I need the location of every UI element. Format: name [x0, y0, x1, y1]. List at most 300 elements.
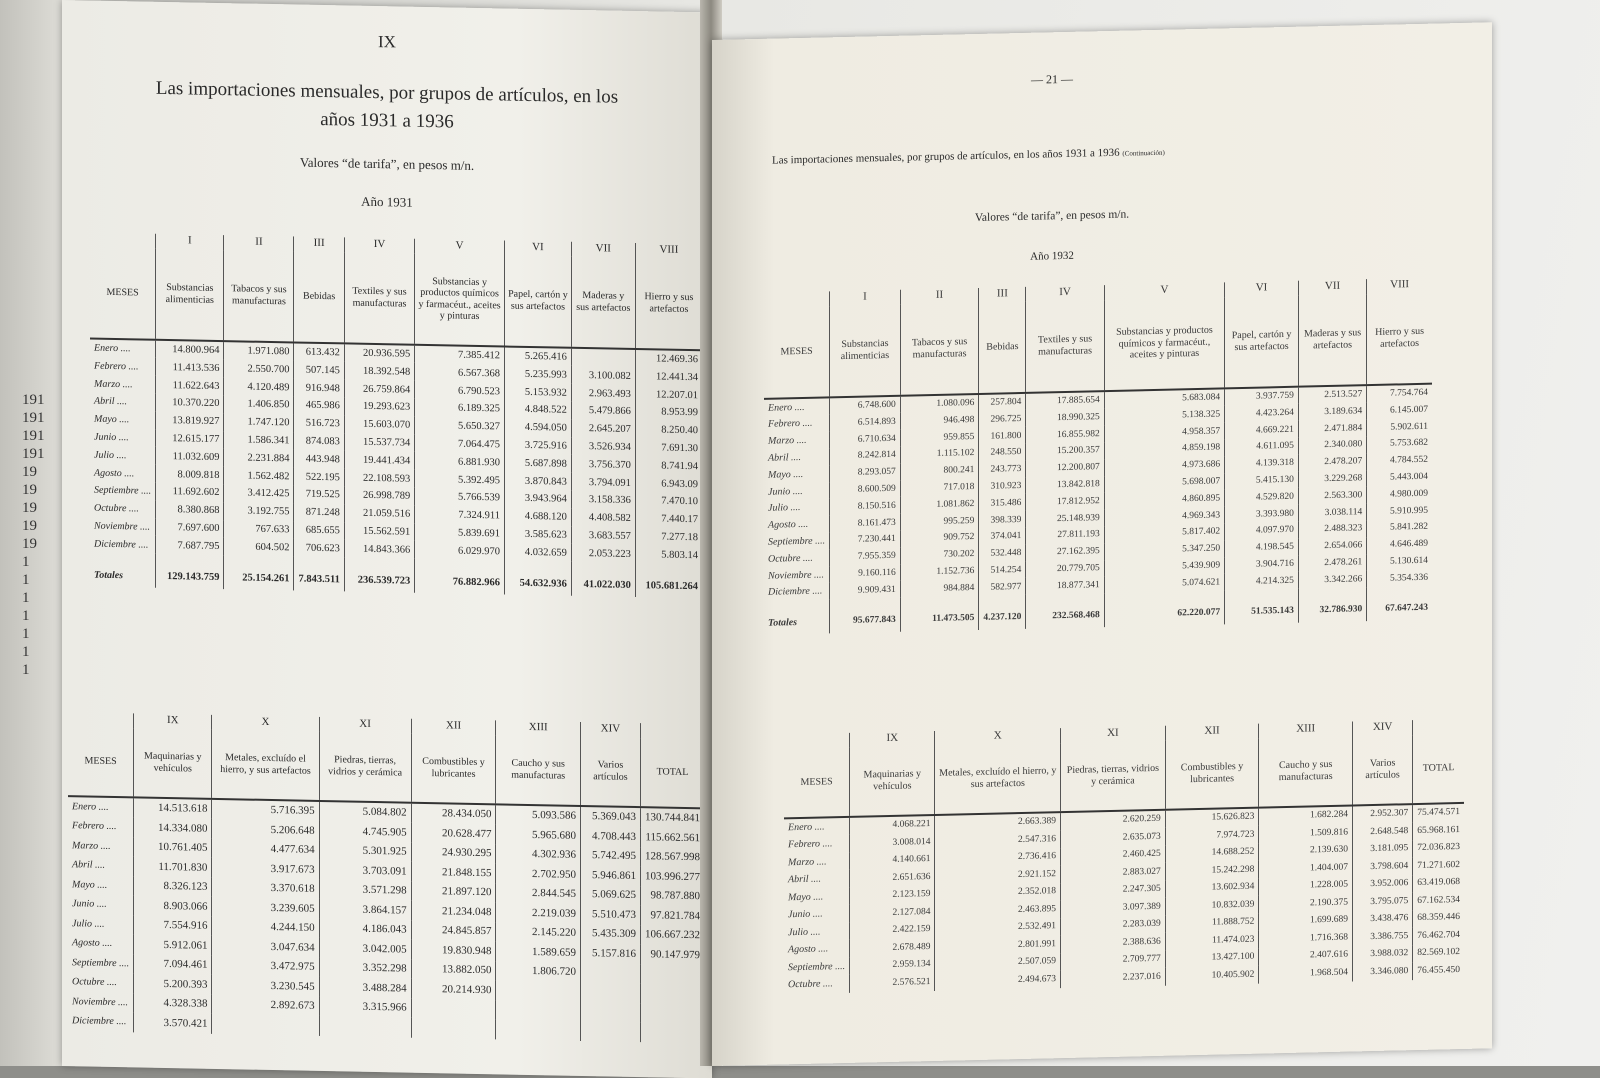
imports-table-1932-part2 [784, 719, 1464, 994]
value-cell: 2.513.527 [1298, 385, 1366, 404]
value-cell: 4.611.095 [1225, 438, 1299, 456]
value-cell: 4.646.489 [1367, 535, 1432, 553]
value-cell: 2.407.616 [1259, 946, 1353, 966]
value-cell: 2.576.521 [850, 973, 935, 992]
column-number: II [224, 235, 294, 251]
value-cell: 65.968.161 [1413, 821, 1464, 840]
column-number: XI [319, 717, 411, 733]
value-cell: 3.864.157 [319, 899, 411, 920]
value-cell: 871.248 [294, 503, 344, 522]
value-cell: 3.042.005 [319, 938, 411, 959]
value-cell: 4.969.343 [1104, 507, 1224, 527]
value-cell: 2.892.673 [212, 995, 319, 1017]
value-cell: 2.053.223 [571, 544, 635, 563]
value-cell: 5.803.14 [635, 545, 702, 564]
column-number: III [294, 236, 344, 252]
value-cell: 3.097.389 [1061, 898, 1166, 918]
previous-page-edge [0, 0, 62, 1066]
value-cell: 1.509.816 [1259, 824, 1353, 844]
value-cell: 3.870.843 [505, 472, 572, 491]
value-cell: 130.744.841 [640, 807, 704, 829]
value-cell: 3.703.091 [319, 860, 411, 881]
month-cell: Mayo .... [72, 879, 108, 891]
edge-number: 1 [22, 572, 30, 588]
column-header: Piedras, tierras, vidrios y cerámica [319, 732, 411, 803]
value-cell: 2.801.991 [935, 935, 1061, 955]
column-number: X [212, 715, 319, 732]
value-cell: 11.692.602 [156, 483, 224, 502]
column-number: VIII [1367, 278, 1432, 294]
value-cell: 800.241 [900, 462, 979, 481]
value-cell: 4.669.221 [1225, 421, 1299, 439]
value-cell: 5.130.614 [1367, 552, 1432, 570]
value-cell: 67.162.534 [1413, 891, 1464, 910]
total-cell: 105.681.264 [635, 563, 702, 598]
value-cell: 4.708.443 [580, 826, 640, 847]
meses-header-spacer [784, 733, 850, 749]
column-header-row [90, 247, 702, 350]
value-cell: 14.334.080 [134, 818, 212, 839]
imports-table-1932-part1 [764, 278, 1432, 635]
value-cell: 2.678.489 [850, 938, 935, 957]
value-cell: 7.440.17 [635, 510, 702, 529]
column-header: Textiles y sus manufacturas [1026, 300, 1104, 393]
value-cell: 3.952.006 [1353, 875, 1413, 894]
value-cell: 4.859.198 [1104, 439, 1224, 459]
meses-header: MESES [764, 306, 830, 398]
value-cell: 7.064.475 [415, 434, 505, 454]
value-cell: 3.683.557 [571, 526, 635, 545]
value-cell: 8.380.868 [156, 501, 224, 520]
month-cell: Febrero .... [768, 418, 813, 431]
month-cell: Enero .... [94, 342, 131, 355]
column-header: Maderas y sus artefactos [1298, 294, 1366, 387]
value-cell: 4.848.522 [505, 401, 572, 420]
value-cell: 1.228.005 [1259, 876, 1353, 896]
value-cell: 5.716.395 [212, 799, 319, 822]
value-cell: 4.214.325 [1225, 572, 1299, 590]
value-cell: 2.563.300 [1298, 487, 1366, 505]
value-cell: 2.494.673 [935, 970, 1061, 990]
value-cell: 17.812.952 [1026, 493, 1104, 512]
value-cell: 4.408.582 [571, 509, 635, 528]
value-cell: 3.937.759 [1225, 386, 1299, 405]
value-cell: 5.415.130 [1225, 471, 1299, 489]
month-cell: Febrero .... [788, 838, 833, 851]
value-cell [640, 1003, 704, 1024]
value-cell: 12.615.177 [156, 429, 224, 448]
value-cell: 5.479.866 [571, 402, 635, 421]
value-cell: 4.097.970 [1225, 522, 1299, 540]
value-cell: 2.883.027 [1061, 863, 1166, 883]
month-cell: Febrero .... [72, 820, 117, 833]
month-cell: Julio .... [788, 926, 821, 939]
value-cell: 3.230.545 [212, 975, 319, 997]
month-cell: Junio .... [72, 898, 107, 911]
value-cell: 6.748.600 [830, 395, 901, 414]
value-cell: 5.235.993 [505, 365, 572, 384]
total-cell: 129.143.759 [156, 554, 224, 589]
value-cell: 8.161.473 [830, 514, 901, 532]
value-cell: 1.152.736 [900, 563, 979, 582]
value-cell: 310.923 [979, 478, 1026, 496]
value-cell: 72.036.823 [1413, 839, 1464, 858]
value-cell: 2.471.884 [1298, 419, 1366, 437]
month-cell: Diciembre .... [72, 1015, 127, 1028]
value-cell: 68.359.446 [1413, 909, 1464, 928]
value-cell: 2.127.084 [850, 903, 935, 922]
value-cell: 3.346.080 [1353, 962, 1413, 981]
column-header: Substancias alimenticias [156, 248, 224, 340]
value-cell: 11.474.023 [1165, 931, 1259, 951]
meses-header-spacer [764, 291, 830, 307]
value-cell: 3.370.618 [212, 878, 319, 900]
value-cell: 4.198.545 [1225, 539, 1299, 557]
value-cell: 75.474.571 [1413, 803, 1464, 823]
value-cell: 14.513.618 [134, 797, 212, 819]
column-number [640, 723, 704, 739]
value-cell: 4.244.150 [212, 917, 319, 939]
value-cell: 7.385.412 [415, 344, 505, 365]
value-cell: 3.570.421 [134, 1013, 212, 1034]
value-cell: 14.800.964 [156, 339, 224, 359]
value-cell: 5.153.932 [505, 383, 572, 402]
value-cell: 20.214.930 [411, 979, 496, 1000]
value-cell: 3.798.604 [1353, 857, 1413, 876]
right-page [712, 22, 1492, 1066]
value-cell: 514.254 [979, 561, 1026, 579]
column-header: Papel, cartón y sus artefactos [1225, 295, 1299, 388]
value-cell: 4.477.634 [212, 839, 319, 861]
value-cell: 6.145.007 [1367, 401, 1432, 419]
value-cell [640, 1022, 704, 1043]
value-cell: 5.766.539 [415, 488, 505, 508]
value-cell: 18.990.325 [1026, 409, 1104, 428]
month-cell: Marzo .... [768, 434, 807, 447]
value-cell: 9.160.116 [830, 564, 901, 582]
column-number: XIII [496, 720, 581, 736]
value-cell: 6.029.970 [415, 541, 505, 561]
value-cell [580, 963, 640, 984]
value-cell: 5.301.925 [319, 841, 411, 862]
value-cell [580, 1002, 640, 1023]
value-cell: 2.463.895 [935, 900, 1061, 920]
value-cell: 5.392.495 [415, 470, 505, 490]
edge-number: 19 [22, 464, 37, 480]
column-header: Bebidas [979, 302, 1026, 394]
column-header: Metales, excluído el hierro, y sus artefactos [935, 743, 1061, 815]
value-cell: 5.687.898 [505, 454, 572, 473]
total-cell: 54.632.936 [505, 561, 572, 596]
value-cell: 1.115.102 [900, 445, 979, 464]
column-number: XII [1165, 724, 1259, 741]
column-number: XIV [1353, 720, 1413, 736]
column-header: Maquinarias y vehículos [850, 746, 935, 817]
value-cell [580, 982, 640, 1003]
value-cell: 1.080.096 [900, 394, 979, 414]
value-cell: 2.247.305 [1061, 880, 1166, 900]
value-cell: 1.589.659 [496, 941, 581, 962]
value-cell: 2.663.389 [935, 812, 1061, 833]
value-cell: 13.882.050 [411, 959, 496, 980]
month-cell: Junio .... [94, 431, 129, 444]
value-cell: 7.470.10 [635, 492, 702, 511]
month-cell: Noviembre .... [768, 568, 825, 582]
total-cell: 51.535.143 [1225, 589, 1299, 625]
value-cell: 5.435.309 [580, 924, 640, 945]
value-cell: 7.324.911 [415, 506, 505, 526]
month-cell: Noviembre .... [72, 996, 129, 1009]
column-header: Metales, excluído el hierro, y sus artefactos [212, 730, 319, 801]
value-cell: 717.018 [900, 479, 979, 498]
value-cell [212, 1014, 319, 1036]
value-cell: 13.842.818 [1026, 476, 1104, 495]
value-cell: 1.806.720 [496, 961, 581, 982]
month-cell: Enero .... [72, 801, 109, 813]
value-cell: 15.562.591 [344, 522, 414, 541]
value-cell: 3.192.755 [224, 502, 294, 521]
value-cell: 5.347.250 [1104, 540, 1224, 560]
column-header: Caucho y sus manufacturas [1259, 736, 1353, 807]
month-cell: Junio .... [768, 485, 803, 498]
total-cell: 67.647.243 [1367, 586, 1432, 621]
edge-number: 191 [22, 410, 45, 426]
column-header: TOTAL [1413, 734, 1464, 804]
month-cell: Julio .... [72, 918, 105, 930]
value-cell: 4.784.552 [1367, 451, 1432, 469]
page-number: — 21 — [1031, 71, 1073, 87]
value-cell: 4.186.043 [319, 919, 411, 940]
value-cell: 374.041 [979, 528, 1026, 546]
column-header: Combustibles y lubricantes [1165, 738, 1259, 809]
value-cell: 516.723 [294, 414, 344, 433]
value-cell: 90.147.979 [640, 944, 704, 965]
value-cell: 5.965.680 [496, 824, 581, 845]
column-header: Textiles y sus manufacturas [344, 252, 414, 344]
column-number: V [1104, 282, 1224, 299]
value-cell: 24.845.857 [411, 920, 496, 941]
value-cell: 2.219.039 [496, 902, 581, 923]
month-cell: Agosto .... [72, 937, 113, 950]
month-cell: Abril .... [768, 451, 802, 464]
value-cell: 5.742.495 [580, 846, 640, 867]
value-cell: 76.462.704 [1413, 926, 1464, 945]
value-cell: 2.123.159 [850, 886, 935, 905]
value-cell: 398.339 [979, 511, 1026, 529]
month-cell: Enero .... [788, 821, 825, 834]
value-cell: 8.293.057 [830, 464, 901, 482]
value-cell: 17.885.654 [1026, 391, 1104, 411]
page-label: IX [378, 32, 396, 52]
column-header-row [764, 292, 1432, 398]
value-cell: 3.526.934 [571, 437, 635, 456]
value-cell: 1.968.504 [1259, 964, 1353, 984]
value-cell: 14.688.252 [1165, 843, 1259, 863]
year-heading: Año 1931 [361, 193, 413, 210]
value-cell: 2.488.323 [1298, 520, 1366, 538]
value-cell: 4.032.659 [505, 543, 572, 562]
total-cell: 76.882.966 [415, 559, 505, 595]
edge-number: 19 [22, 500, 37, 516]
value-cell: 5.200.393 [134, 974, 212, 995]
value-cell: 5.841.282 [1367, 519, 1432, 537]
value-cell: 4.688.120 [505, 507, 572, 526]
value-cell: 7.230.441 [830, 531, 901, 549]
value-cell: 11.032.609 [156, 447, 224, 466]
value-cell: 2.190.375 [1259, 894, 1353, 914]
value-cell: 8.009.818 [156, 465, 224, 484]
value-cell: 1.562.482 [224, 466, 294, 485]
value-cell: 5.157.816 [580, 943, 640, 964]
column-header: Maquinarias y vehículos [134, 728, 212, 799]
value-cell: 12.441.34 [635, 367, 702, 386]
column-number: III [979, 287, 1026, 303]
column-number [1413, 719, 1464, 735]
column-number: VI [1225, 281, 1299, 297]
value-cell [640, 964, 704, 985]
column-number: VII [571, 242, 635, 258]
column-number: I [830, 290, 901, 306]
value-cell: 6.710.634 [830, 430, 901, 448]
value-cell: 3.756.370 [571, 455, 635, 474]
value-cell: 14.843.366 [344, 540, 414, 559]
value-cell: 16.855.982 [1026, 425, 1104, 444]
value-cell: 11.701.830 [134, 857, 212, 878]
value-cell: 6.790.523 [415, 381, 505, 401]
value-cell: 82.569.102 [1413, 944, 1464, 963]
column-header: Papel, cartón y sus artefactos [505, 255, 572, 347]
value-cell: 2.283.039 [1061, 915, 1166, 935]
value-cell: 11.413.536 [156, 358, 224, 377]
value-cell: 18.877.341 [1026, 577, 1104, 596]
month-cell: Agosto .... [788, 943, 829, 956]
column-number: VII [1298, 279, 1366, 295]
value-cell: 1.699.689 [1259, 911, 1353, 931]
value-cell: 3.412.425 [224, 484, 294, 503]
value-cell: 5.093.586 [496, 804, 581, 826]
value-cell: 21.234.048 [411, 901, 496, 922]
value-cell: 2.507.059 [935, 953, 1061, 973]
value-cell: 15.200.357 [1026, 442, 1104, 461]
value-cell: 15.537.734 [344, 433, 414, 452]
value-cell: 4.980.009 [1367, 485, 1432, 503]
value-cell: 128.567.998 [640, 847, 704, 868]
value-cell: 2.547.316 [935, 830, 1061, 850]
value-cell: 984.884 [900, 579, 979, 598]
value-cell: 2.237.016 [1061, 968, 1166, 988]
value-cell: 3.794.091 [571, 473, 635, 492]
column-number: V [415, 239, 505, 255]
value-cell: 3.342.266 [1298, 571, 1366, 589]
value-cell: 4.745.905 [319, 821, 411, 842]
value-cell: 5.753.682 [1367, 435, 1432, 453]
value-cell: 7.754.764 [1367, 383, 1432, 402]
value-cell: 4.860.895 [1104, 490, 1224, 510]
value-cell: 7.277.18 [635, 528, 702, 547]
column-number: XI [1061, 726, 1166, 743]
month-cell: Marzo .... [94, 378, 133, 390]
left-page [62, 0, 712, 1078]
value-cell: 5.074.621 [1104, 574, 1224, 594]
value-cell: 522.195 [294, 468, 344, 487]
total-cell: 11.473.505 [900, 596, 979, 632]
value-cell: 5.354.336 [1367, 569, 1432, 587]
edge-number: 1 [22, 644, 30, 660]
page-subtitle: Valores “de tarifa”, en pesos m/n. [974, 208, 1130, 225]
value-cell: 3.386.755 [1353, 927, 1413, 946]
value-cell: 3.047.634 [212, 936, 319, 958]
value-cell: 248.550 [979, 444, 1026, 462]
value-cell: 3.943.964 [505, 490, 572, 509]
value-cell: 19.293.623 [344, 397, 414, 416]
edge-number: 19 [22, 518, 37, 534]
edge-number: 191 [22, 446, 45, 462]
total-cell: 62.220.077 [1104, 591, 1224, 628]
column-header: Combustibles y lubricantes [411, 733, 496, 804]
value-cell: 161.800 [979, 427, 1026, 445]
column-number: XIII [1259, 721, 1353, 738]
value-cell: 15.603.070 [344, 415, 414, 434]
month-cell: Noviembre .... [94, 520, 151, 533]
column-header: Varios artículos [1353, 735, 1413, 805]
value-cell: 4.120.489 [224, 377, 294, 396]
month-cell: Diciembre .... [94, 538, 149, 551]
value-cell: 19.441.434 [344, 451, 414, 470]
column-header: Varios artículos [580, 737, 640, 807]
value-cell: 2.654.066 [1298, 537, 1366, 555]
month-cell: Mayo .... [768, 468, 804, 481]
value-cell: 7.974.723 [1165, 826, 1259, 846]
edge-number: 1 [22, 554, 30, 570]
month-cell: Marzo .... [72, 840, 111, 852]
column-header: Tabacos y sus manufacturas [224, 250, 294, 342]
value-cell: 4.302.936 [496, 844, 581, 865]
value-cell: 507.145 [294, 361, 344, 380]
column-header: Substancias alimenticias [830, 304, 901, 397]
value-cell: 3.904.716 [1225, 555, 1299, 573]
value-cell: 2.422.159 [850, 921, 935, 940]
column-header: Bebidas [294, 251, 344, 343]
value-cell: 1.586.341 [224, 431, 294, 450]
value-cell [496, 980, 581, 1001]
value-cell: 106.667.232 [640, 925, 704, 946]
column-number: IX [134, 713, 212, 729]
value-cell: 4.958.357 [1104, 423, 1224, 443]
total-cell: 232.568.468 [1026, 593, 1104, 629]
page-title [772, 140, 1412, 167]
value-cell: 532.448 [979, 545, 1026, 563]
value-cell: 3.917.673 [212, 858, 319, 880]
value-cell: 97.821.784 [640, 905, 704, 926]
page-subtitle: Valores “de tarifa”, en pesos m/n. [299, 154, 475, 173]
value-cell: 3.008.014 [850, 833, 935, 852]
value-cell: 3.472.975 [212, 956, 319, 978]
value-cell: 3.229.268 [1298, 470, 1366, 488]
value-cell: 995.259 [900, 512, 979, 531]
value-cell: 19.830.948 [411, 940, 496, 961]
column-number: X [935, 728, 1061, 745]
value-cell: 27.811.193 [1026, 526, 1104, 545]
value-cell: 8.903.066 [134, 896, 212, 917]
column-header: Tabacos y sus manufacturas [900, 303, 979, 396]
value-cell: 98.787.880 [640, 886, 704, 907]
value-cell: 443.948 [294, 450, 344, 469]
value-cell: 730.202 [900, 546, 979, 565]
column-number: XIV [580, 722, 640, 738]
value-cell: 2.145.220 [496, 922, 581, 943]
value-cell [496, 1019, 581, 1040]
month-cell: Febrero .... [94, 360, 139, 373]
